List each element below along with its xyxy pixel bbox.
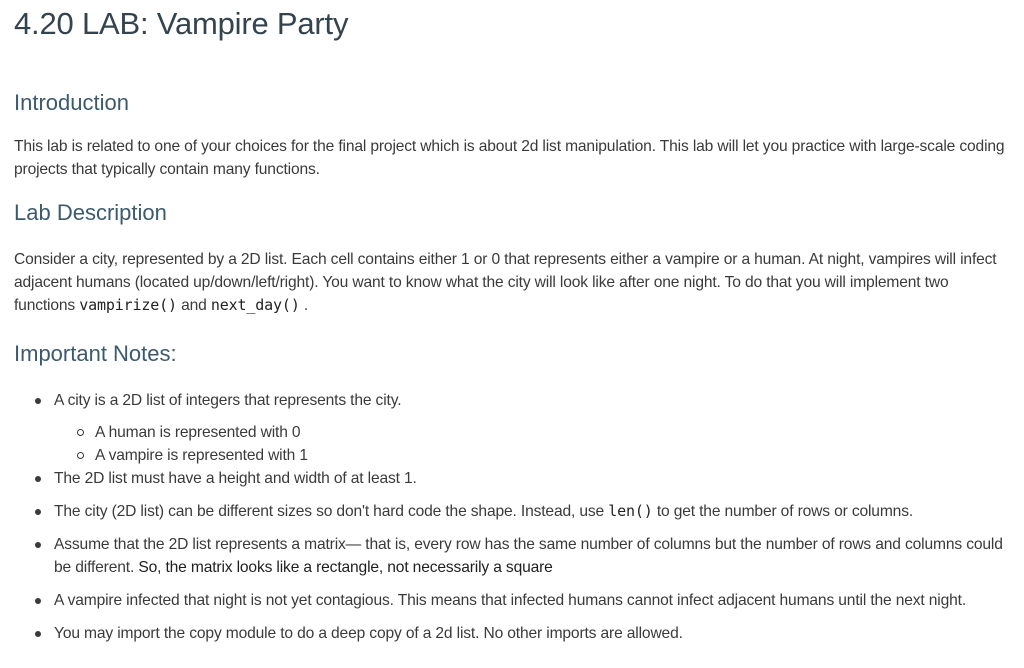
note-item-imports xyxy=(54,622,1010,645)
important-notes-heading: Important Notes: xyxy=(14,341,177,366)
sub-item-text: A vampire is represented with 1 xyxy=(95,447,308,464)
important-notes-list xyxy=(14,389,1010,645)
lab-description-heading: Lab Description xyxy=(14,200,167,225)
hollow-bullet-icon xyxy=(77,429,84,436)
note-text: A city is a 2D list of integers that represents the city. xyxy=(54,392,402,409)
lab-description-text-between: and xyxy=(176,297,211,314)
page-title: 4.20 LAB: Vampire Party xyxy=(14,6,349,41)
note-text: Assume that the 2D list represents a matrix— that is, every row has the same number of columns but the number of rows and columns could be different. xyxy=(54,536,1003,576)
bullet-icon xyxy=(35,398,41,404)
bullet-icon xyxy=(35,509,41,515)
note-item-matrix xyxy=(54,533,1010,579)
note-item-city-definition xyxy=(54,389,1010,467)
introduction-heading: Introduction xyxy=(14,90,129,115)
bullet-icon xyxy=(35,598,41,604)
note-item-min-size xyxy=(54,467,1010,490)
sub-item-human xyxy=(95,421,1010,444)
note-text-before: The city (2D list) can be different sizes so don't hard code the shape. Instead, use xyxy=(54,503,609,520)
sub-item-text: A human is represented with 0 xyxy=(95,424,301,441)
vampirize-code: vampirize() xyxy=(79,296,177,314)
note-item-contagious xyxy=(54,589,1010,612)
note-text-after: to get the number of rows or columns. xyxy=(652,503,914,520)
next-day-code: next_day() xyxy=(210,296,300,314)
bullet-icon xyxy=(35,476,41,482)
lab-description-text-before: Consider a city, represented by a 2D list. Each cell contains either 1 or 0 that represents either a vampire or a human. At night, vampires will infect adjacent humans (located up/down/left/right). You want to know what the city will look like after one night. To do that you will implement two functions xyxy=(14,251,997,314)
lab-description-text xyxy=(14,248,1010,317)
hollow-bullet-icon xyxy=(77,452,84,459)
note-item-different-sizes xyxy=(54,500,1010,523)
note-sublist xyxy=(54,421,1010,467)
sub-item-vampire xyxy=(95,444,1010,467)
lab-description-text-after: . xyxy=(299,297,309,314)
note-text: The 2D list must have a height and width of at least 1. xyxy=(54,470,417,487)
introduction-text: This lab is related to one of your choices for the final project which is about 2d list manipulation. This lab will let you practice with large-scale coding projects that typically contain many functions. xyxy=(14,138,1005,178)
len-code: len() xyxy=(608,502,653,520)
note-text: A vampire infected that night is not yet contagious. This means that infected humans cannot infect adjacent humans until the next night. xyxy=(54,592,967,609)
note-text: You may import the copy module to do a deep copy of a 2d list. No other imports are allowed. xyxy=(54,625,683,642)
bullet-icon xyxy=(35,542,41,548)
bullet-icon xyxy=(35,631,41,637)
note-emphasis: So, the matrix looks like a rectangle, not necessarily a square xyxy=(138,559,553,576)
